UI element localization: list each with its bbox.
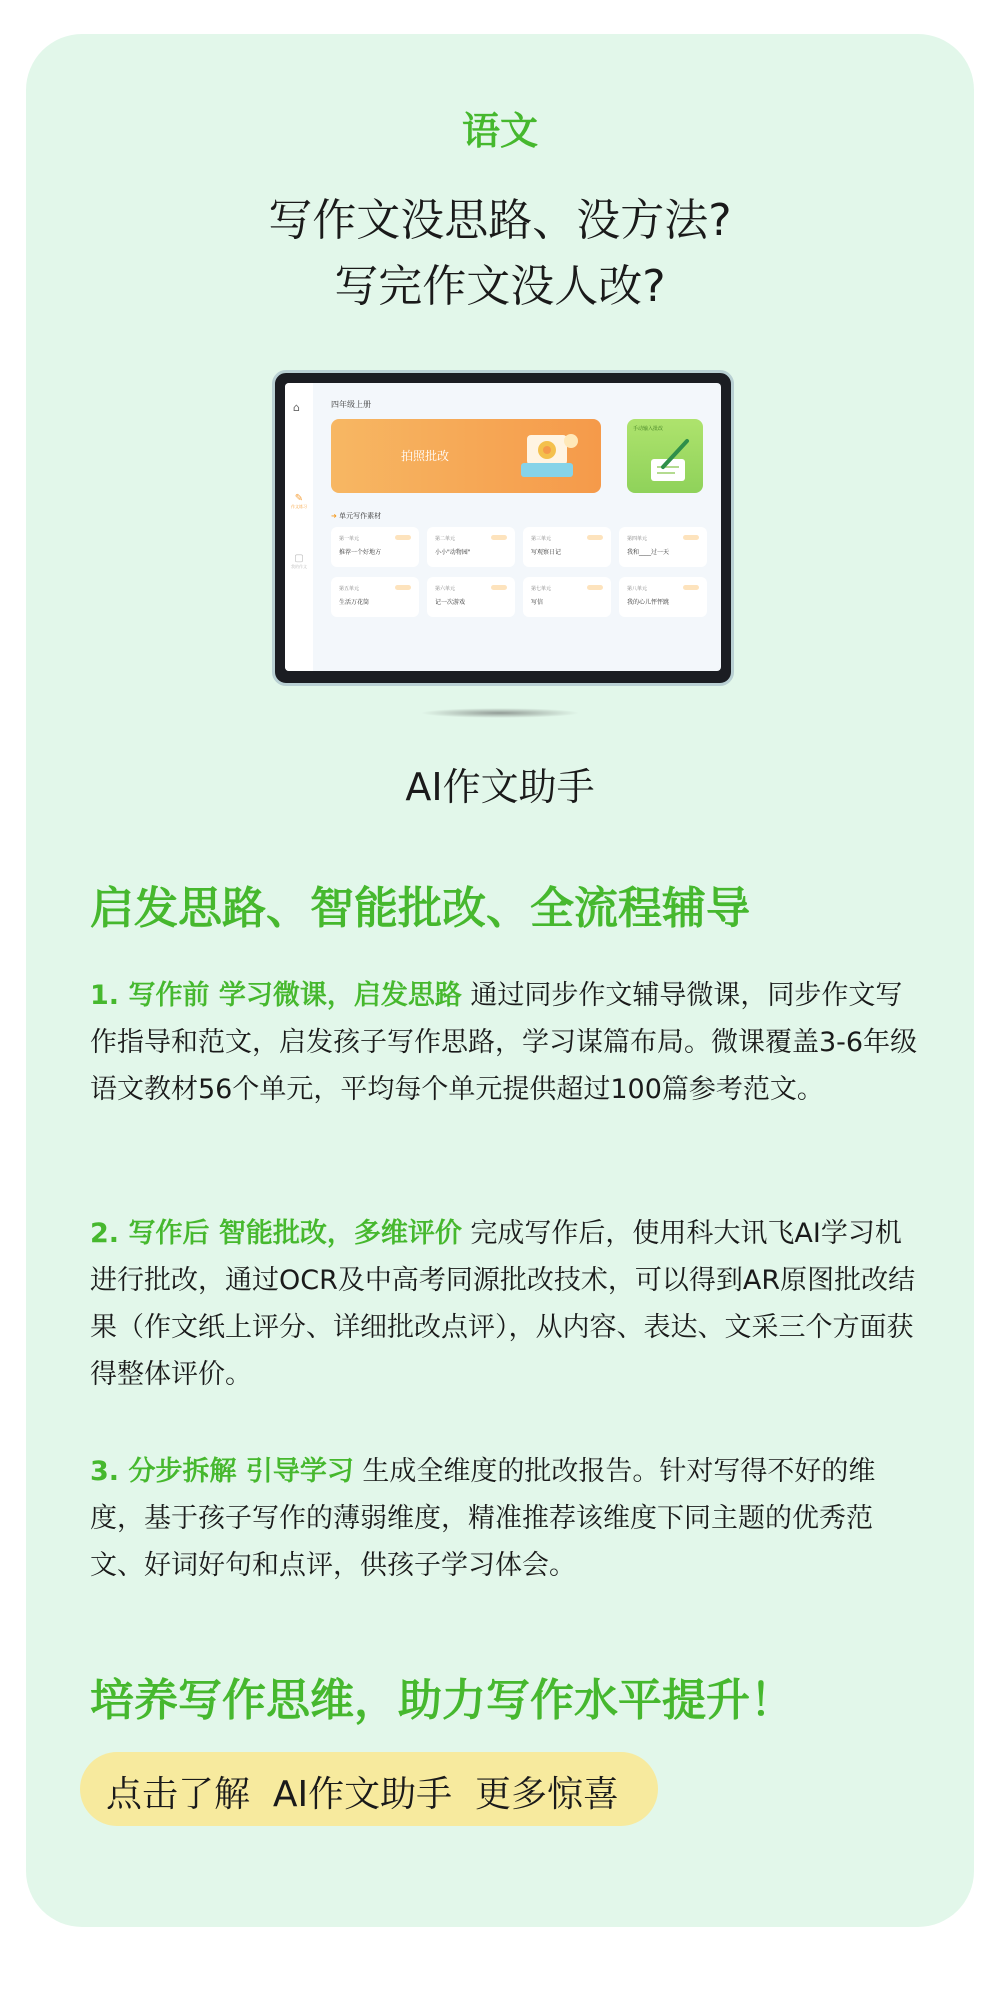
unit-name: 记一次游戏 [435,599,466,606]
section-title: 启发思路、智能批改、全流程辅导 [90,883,750,934]
learn-more-button[interactable] [80,1752,658,1826]
unit-number: 第一单元 [339,536,360,542]
tablet-illustration [272,370,734,686]
unit-name: 生活万花筒 [339,599,370,606]
unit-name: 小小"动物园" [435,549,471,556]
feature-3-text: 生成全维度的批改报告。针对写得不好的维度，基于孩子写作的薄弱维度，精准推荐该维度下同主题的优秀范文、好词好句和点评，供孩子学习体会。 [90,1456,876,1581]
manual-input-label: 手动输入批改 [633,426,664,432]
unit-name: 推荐一个好地方 [339,549,382,556]
unit-name: 我的心儿怦怦跳 [627,599,670,606]
feature-point-3 [90,1448,920,1589]
feature-2-text: 完成写作后，使用科大讯飞AI学习机进行批改，通过OCR及中高考同源批改技术，可以得到AR原图批改结果（作文纸上评分、详细批改点评），从内容、表达、文采三个方面获得整体评价。 [90,1218,916,1390]
unit-number: 第三单元 [531,536,552,542]
tablet-screen [285,383,721,671]
unit-name: 写观察日记 [531,549,562,556]
tablet-nav-2: 我的作文 [291,564,307,569]
closing-title: 培养写作思维，助力写作水平提升！ [90,1675,794,1726]
unit-card [331,527,419,567]
feature-1-lead: 1. 写作前 学习微课，启发思路 [90,980,462,1011]
unit-number: 第五单元 [339,586,360,592]
tablet-section-title: ➜ 单元写作素材 [331,512,382,520]
writing-hand-icon [645,437,695,485]
tablet-sidebar [285,383,313,671]
folder-icon: ▢ 我的作文 [291,553,307,569]
pencil-icon: ✎ 作文练习 [291,493,307,509]
unit-card [523,527,611,567]
unit-name: 写信 [531,599,544,606]
photo-correct-banner [331,419,601,493]
unit-card [427,577,515,617]
tablet-grade-title: 四年级上册 [331,400,371,409]
unit-card [523,577,611,617]
home-icon: ⌂ [293,401,300,414]
feature-1-text: 通过同步作文辅导微课，同步作文写作指导和范文，启发孩子写作思路，学习谋篇布局。微课覆盖3-6年级语文教材56个单元，平均每个单元提供超过100篇参考范文。 [90,980,918,1105]
headline-line-2: 写完作文没人改? [334,261,666,312]
unit-number: 第八单元 [627,586,648,592]
banner-label: 拍照批改 [401,449,450,463]
feature-2-lead: 2. 写作后 智能批改，多维评价 [90,1218,462,1249]
learn-more-label: 点击了解 AI作文助手 更多惊喜 [106,1774,620,1815]
headline [0,188,1000,320]
tablet-nav-1: 作文练习 [291,504,307,509]
unit-number: 第六单元 [435,586,456,592]
feature-3-lead: 3. 分步拆解 引导学习 [90,1456,354,1487]
unit-number: 第四单元 [627,536,648,542]
headline-line-1: 写作文没思路、没方法? [268,195,732,246]
camera-illustration-icon [513,429,583,483]
unit-card [619,527,707,567]
manual-input-card [627,419,703,493]
unit-card [427,527,515,567]
subject-title: 语文 [461,109,538,153]
unit-number: 第二单元 [435,536,456,542]
unit-number: 第七单元 [531,586,552,592]
unit-card [331,577,419,617]
feature-point-1 [90,972,920,1113]
unit-card [619,577,707,617]
feature-point-2 [90,1210,920,1398]
tablet-shadow [420,708,580,718]
unit-name: 我和____过一天 [627,549,670,556]
product-caption: AI作文助手 [405,765,595,809]
